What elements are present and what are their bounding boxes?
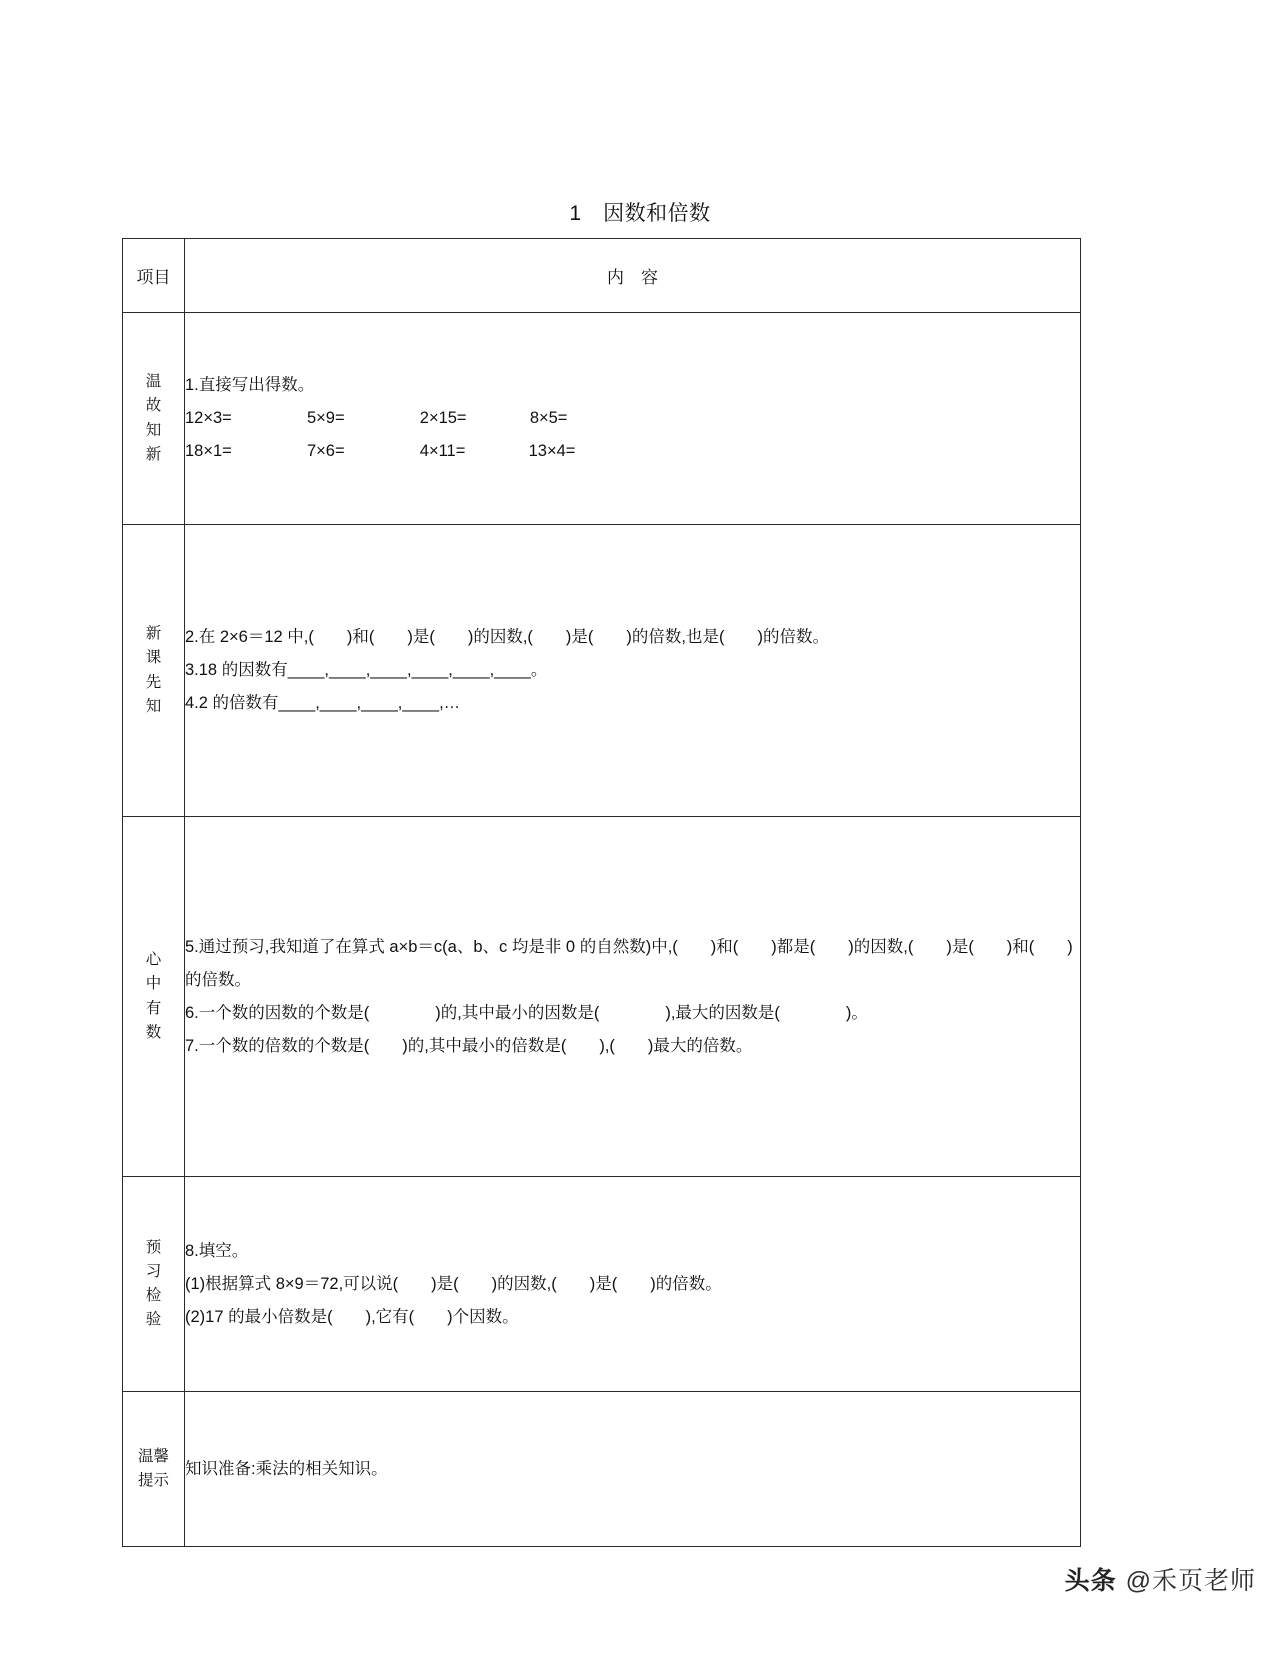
row-label-review bbox=[123, 313, 185, 525]
row-label-char: 检 bbox=[145, 1287, 162, 1304]
exercise-line: (1)根据算式 8×9＝72,可以说( )是( )的因数,( )是( )的倍数。 bbox=[185, 1274, 722, 1293]
row-label-char: 知 bbox=[145, 697, 162, 715]
row-label-char: 有 bbox=[145, 999, 162, 1017]
exercise-line: 知识准备:乘法的相关知识。 bbox=[185, 1459, 388, 1478]
row-content-understanding bbox=[185, 817, 1081, 1177]
exercise-line: 3.18 的因数有____,____,____,____,____,____。 bbox=[185, 661, 548, 679]
row-label-char: 新 bbox=[145, 445, 162, 463]
row-label-char: 预 bbox=[145, 1238, 162, 1256]
row-label-char: 先 bbox=[145, 673, 162, 691]
row-label-char: 温 bbox=[145, 373, 162, 391]
row-content-preview bbox=[185, 525, 1081, 817]
row-label-char: 心 bbox=[145, 951, 162, 969]
row-label-char: 验 bbox=[145, 1311, 162, 1329]
exercise-line: 7.一个数的倍数的个数是( )的,其中最小的倍数是( ),( )最大的倍数。 bbox=[185, 1036, 753, 1055]
row-label-char: 数 bbox=[145, 1023, 162, 1041]
table-header-row bbox=[123, 239, 1081, 313]
table-row bbox=[123, 313, 1081, 525]
page-title: 1 因数和倍数 bbox=[569, 202, 711, 225]
row-content-review bbox=[185, 313, 1081, 525]
row-label-char: 课 bbox=[145, 649, 162, 667]
header-cell-content: 内 容 bbox=[185, 239, 1081, 313]
row-label-tip bbox=[123, 1392, 185, 1547]
exercise-line: 6.一个数的因数的个数是( )的,其中最小的因数是( ),最大的因数是( )。 bbox=[185, 1003, 868, 1022]
row-label-char: 中 bbox=[145, 975, 162, 993]
row-label-char: 习 bbox=[145, 1262, 162, 1280]
exercise-line: 1.直接写出得数。 bbox=[185, 376, 315, 394]
row-label-char: 故 bbox=[145, 397, 162, 415]
row-label-preview bbox=[123, 525, 185, 817]
exercise-line: (2)17 的最小倍数是( ),它有( )个因数。 bbox=[185, 1307, 519, 1326]
row-label-char: 知 bbox=[145, 421, 162, 439]
table-row bbox=[123, 525, 1081, 817]
row-content-check bbox=[185, 1177, 1081, 1392]
row-label-check bbox=[123, 1177, 185, 1392]
exercise-line: 5.通过预习,我知道了在算式 a×b＝c(a、b、c 均是非 0 的自然数)中,( )和( )都是( )的因数,( )是( )和( )的倍数。 bbox=[185, 937, 1073, 989]
table-row bbox=[123, 817, 1081, 1177]
exercise-line: 18×1= 7×6= 4×11= 13×4= bbox=[185, 442, 576, 460]
worksheet-table bbox=[122, 238, 1081, 1547]
row-content-tip bbox=[185, 1392, 1081, 1547]
exercise-line: 8.填空。 bbox=[185, 1241, 249, 1260]
exercise-line: 4.2 的倍数有____,____,____,____,… bbox=[185, 694, 461, 712]
row-label-char: 新 bbox=[145, 625, 162, 643]
exercise-line: 12×3= 5×9= 2×15= 8×5= bbox=[185, 409, 568, 427]
table-row bbox=[123, 1392, 1081, 1547]
exercise-line: 2.在 2×6＝12 中,( )和( )是( )的因数,( )是( )的倍数,也是( )的倍数。 bbox=[185, 628, 829, 646]
row-label-char: 温馨 bbox=[137, 1447, 169, 1465]
toutiao-logo-icon: 头条 bbox=[1064, 1567, 1117, 1595]
table-row bbox=[123, 1177, 1081, 1392]
row-label-char: 提示 bbox=[137, 1472, 169, 1489]
watermark-author: @禾页老师 bbox=[1125, 1567, 1256, 1595]
watermark bbox=[1065, 1561, 1256, 1597]
header-cell-label: 项目 bbox=[123, 239, 185, 313]
row-label-understanding bbox=[123, 817, 185, 1177]
